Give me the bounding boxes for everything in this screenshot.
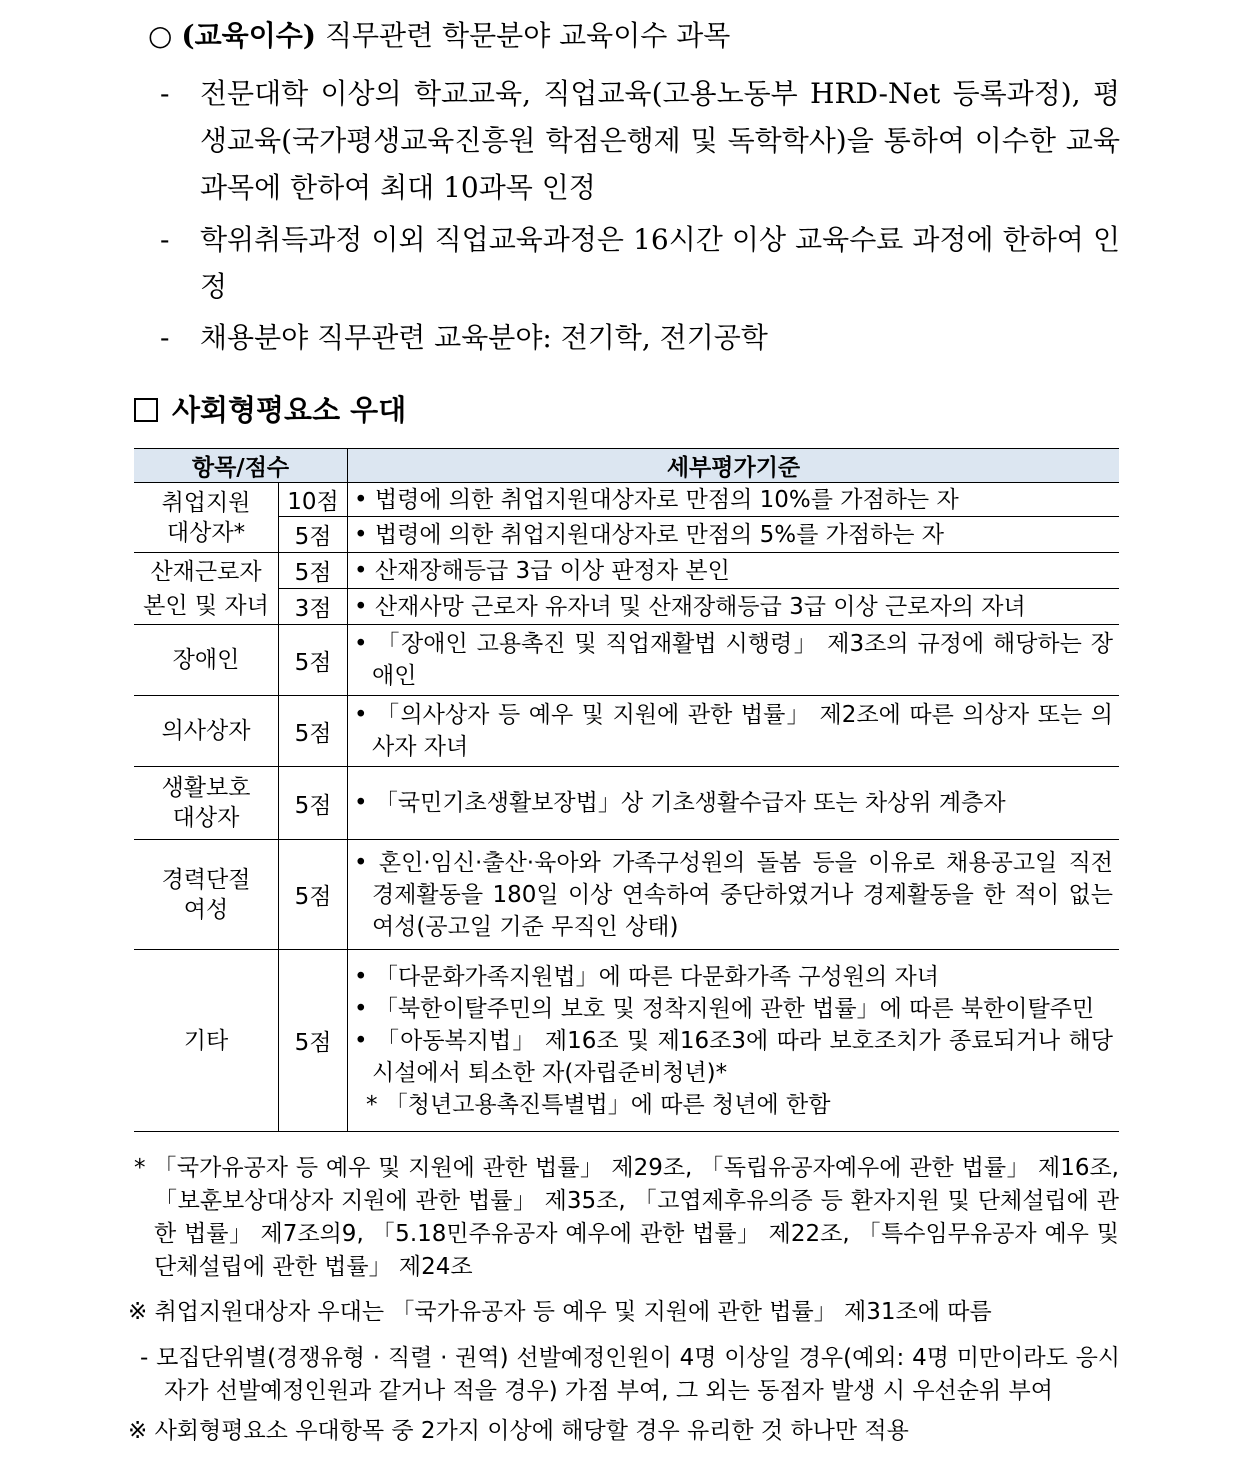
header-criteria: 세부평가기준	[348, 449, 1120, 483]
score-cell: 5점	[279, 553, 348, 589]
criteria-cell	[348, 696, 1120, 767]
score-cell: 5점	[279, 767, 348, 840]
education-item-text: 학위취득과정 이외 직업교육과정은 16시간 이상 교육수료 과정에 한하여 인정	[200, 223, 1120, 303]
criteria-line: • 「북한이탈주민의 보호 및 정착지원에 관한 법률」에 따른 북한이탈주민	[354, 995, 1095, 1022]
criteria-cell	[348, 950, 1120, 1132]
category-cell: 생활보호 대상자	[134, 767, 279, 840]
criteria-line: • 법령에 의한 취업지원대상자로 만점의 10%를 가점하는 자	[354, 486, 959, 513]
score-cell: 5점	[279, 950, 348, 1132]
category-cell: 경력단절 여성	[134, 840, 279, 950]
score-cell: 5점	[279, 840, 348, 950]
criteria-line: • 「다문화가족지원법」에 따른 다문화가족 구성원의 자녀	[354, 963, 939, 990]
note-selection	[140, 1342, 1120, 1408]
checkbox-square-icon	[134, 398, 158, 422]
table-header-row	[134, 449, 1119, 483]
score-cell: 3점	[279, 589, 348, 625]
criteria-table	[134, 448, 1119, 1132]
criteria-cell	[348, 517, 1120, 553]
category-cell: 산재근로자 본인 및 자녀	[134, 553, 279, 625]
category-cell: 장애인	[134, 625, 279, 696]
criteria-cell	[348, 589, 1120, 625]
criteria-line: • 산재사망 근로자 유자녀 및 산재장해등급 3급 이상 근로자의 자녀	[354, 593, 1026, 620]
education-heading-text: 직무관련 학문분야 교육이수 과목	[324, 19, 731, 52]
criteria-cell	[348, 840, 1120, 950]
table-row	[134, 950, 1119, 1132]
table-row	[134, 696, 1119, 767]
dash-bullet: -	[160, 223, 170, 256]
score-cell: 5점	[279, 517, 348, 553]
footnote-text: * 「국가유공자 등 예우 및 지원에 관한 법률」 제29조, 「독립유공자예우에 관한 법률」 제16조, 「보훈보상대상자 지원에 관한 법률」 제35조, 「고엽제후유의증 등 환자지원 및 단체설립에 관한 법률」 제7조의9, 「5.18민주유공자 예우에 관한 법률」 제22조, 「특수임무유공자 예우 및 단체설립에 관한 법률」 제24조	[134, 1155, 1119, 1280]
education-item-2	[160, 216, 1120, 310]
criteria-line: • 혼인·임신·출산·육아와 가족구성원의 돌봄 등을 이유로 채용공고일 직전 경제활동을 180일 이상 연속하여 중단하였거나 경제활동을 한 적이 없는 여성(공고일 기준 무직인 상태)	[354, 849, 1113, 940]
score-cell: 5점	[279, 625, 348, 696]
category-cell: 기타	[134, 950, 279, 1132]
note-duplicate: ※ 사회형평요소 우대항목 중 2가지 이상에 해당할 경우 유리한 것 하나만 적용	[128, 1418, 909, 1444]
score-cell: 10점	[279, 483, 348, 517]
score-cell: 5점	[279, 696, 348, 767]
education-item-text: 전문대학 이상의 학교교육, 직업교육(고용노동부 HRD-Net 등록과정), 평생교육(국가평생교육진흥원 학점은행제 및 독학학사)을 통하여 이수한 교육과목에 한하여 최대 10과목 인정	[200, 77, 1120, 204]
category-cell: 의사상자	[134, 696, 279, 767]
education-item-text: 채용분야 직무관련 교육분야: 전기학, 전기공학	[200, 321, 768, 354]
table-row	[134, 589, 1119, 625]
education-heading-label: (교육이수)	[181, 19, 317, 52]
table-row	[134, 517, 1119, 553]
dash-bullet: -	[160, 321, 170, 354]
header-category: 항목/점수	[134, 449, 348, 483]
table-row	[134, 483, 1119, 517]
education-item-3	[160, 314, 1120, 361]
criteria-line: • 「아동복지법」 제16조 및 제16조3에 따라 보호조치가 종료되거나 해당 시설에서 퇴소한 자(자립준비청년)*	[354, 1027, 1113, 1086]
table-row	[134, 553, 1119, 589]
criteria-footnote-line: * 「청년고용촉진특별법」에 따른 청년에 한함	[366, 1091, 831, 1118]
criteria-line: • 「의사상자 등 예우 및 지원에 관한 법률」 제2조에 따른 의상자 또는 의사자 자녀	[354, 702, 1113, 760]
note-veterans: ※ 취업지원대상자 우대는 「국가유공자 등 예우 및 지원에 관한 법률」 제31조에 따름	[128, 1299, 992, 1325]
table-row	[134, 767, 1119, 840]
dash-bullet: -	[160, 77, 170, 110]
section-title	[134, 388, 406, 429]
criteria-cell	[348, 767, 1120, 840]
education-item-1	[160, 70, 1120, 211]
category-cell: 취업지원 대상자*	[134, 483, 279, 553]
criteria-cell	[348, 483, 1120, 517]
criteria-line: • 「장애인 고용촉진 및 직업재활법 시행령」 제3조의 규정에 해당하는 장애인	[354, 631, 1113, 689]
criteria-line: • 법령에 의한 취업지원대상자로 만점의 5%를 가점하는 자	[354, 521, 945, 548]
note-selection-text: - 모집단위별(경쟁유형 · 직렬 · 권역) 선발예정인원이 4명 이상일 경우(예외: 4명 미만이라도 응시자가 선발예정인원과 같거나 적을 경우) 가점 부여, 그 외는 동점자 발생 시 우선순위 부여	[140, 1345, 1120, 1404]
circle-bullet-icon: ○	[148, 19, 173, 52]
legal-footnote	[134, 1152, 1119, 1284]
criteria-cell	[348, 625, 1120, 696]
criteria-cell	[348, 553, 1120, 589]
criteria-line: • 「국민기초생활보장법」상 기초생활수급자 또는 차상위 계층자	[354, 790, 1006, 816]
education-heading	[148, 14, 730, 54]
section-title-text: 사회형평요소 우대	[172, 393, 407, 427]
criteria-line: • 산재장해등급 3급 이상 판정자 본인	[354, 557, 730, 584]
table-row	[134, 840, 1119, 950]
table-row	[134, 625, 1119, 696]
